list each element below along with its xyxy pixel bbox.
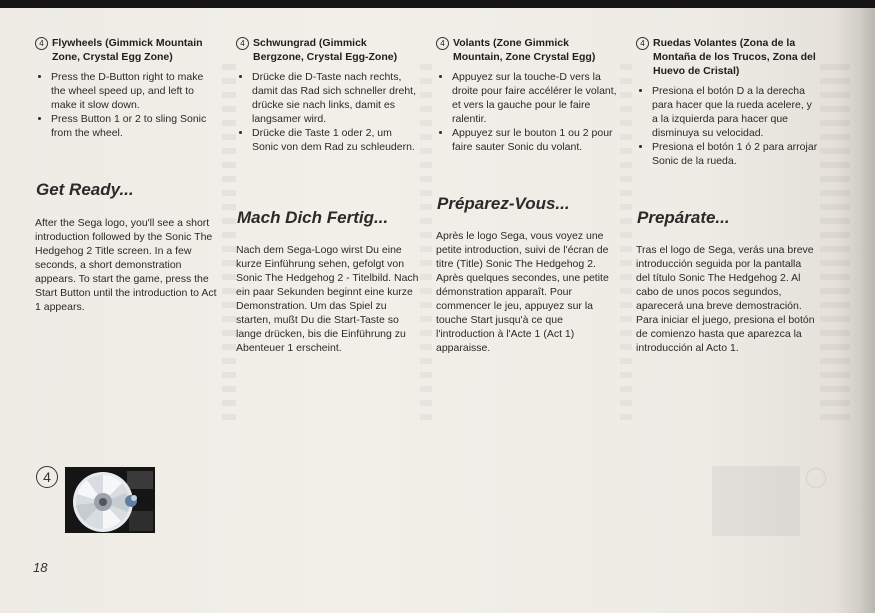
bullet-item: • Presiona el botón 1 ó 2 para arrojar Sonic de la rueda.: [652, 140, 818, 168]
flywheel-screenshot: [65, 467, 155, 533]
bleed-through: [222, 60, 236, 420]
item-heading: [436, 36, 618, 64]
item-heading-text: Volants (Zone Gimmick Mountain, Zone Crystal Egg): [453, 37, 596, 63]
section-title: Get Ready...: [36, 180, 134, 199]
column-german: [236, 36, 418, 154]
item-heading: [35, 36, 217, 64]
column-french: [436, 36, 618, 154]
section-title: Préparez-Vous...: [437, 194, 570, 213]
section-paragraph: Tras el logo de Sega, verás una breve introducción seguida por la pantalla del título Sonic The Hedgehog 2. Al cabo de unos pocos segundos, aparecerá una breve demostración. Para iniciar el juego, presiona el botón de comienzo hasta que aparezca la introducción al Acto 1.: [636, 244, 815, 354]
bleed-through-image: [712, 466, 800, 536]
bullet-item: • Press the D-Button right to make the wheel speed up, and left to make it slow down.: [51, 70, 217, 112]
bullet-list: [35, 70, 217, 140]
page-curl-shadow: [835, 8, 875, 613]
figure-number: 4: [36, 466, 58, 488]
section-title: Mach Dich Fertig...: [237, 208, 389, 227]
flywheel-illustration: [65, 467, 155, 533]
item-heading-text: Schwungrad (Gimmick Bergzone, Crystal Egg-Zone): [253, 37, 398, 63]
item-number: 4: [35, 37, 48, 50]
bullet-list: [636, 84, 818, 168]
section-paragraph: Nach dem Sega-Logo wirst Du eine kurze Einführung sehen, gefolgt von Sonic The Hedgehog 2 - Titelbild. Nach ein paar Sekunden beginnt eine kurze Demonstration. Um das Spiel zu starten, mußt Du die Start-Taste so lange drücken, bis die Einführung zu Abenteuer 1 erscheint.: [236, 244, 419, 354]
bullet-item: • Drücke die D-Taste nach rechts, damit das Rad sich schneller dreht, drücke sie nach links, damit es langsamer wird.: [252, 70, 418, 126]
bullet-item: • Appuyez sur le bouton 1 ou 2 pour faire sauter Sonic du volant.: [452, 126, 618, 154]
page-number: 18: [33, 560, 48, 575]
bleed-through: [420, 60, 432, 420]
section-title: Prepárate...: [637, 208, 730, 227]
item-number: 4: [636, 37, 649, 50]
column-english: [35, 36, 217, 140]
bullet-item: • Press Button 1 or 2 to sling Sonic from the wheel.: [51, 112, 217, 140]
bullet-item: • Appuyez sur la touche-D vers la droite pour faire accélérer le volant, et vers la gauche pour le faire ralentir.: [452, 70, 618, 126]
column-spanish: [636, 36, 818, 168]
section-paragraph: After the Sega logo, you'll see a short introduction followed by the Sonic The Hedgehog 2 Title screen. In a few seconds, a short demonstration appears. To start the game, press the Start Button until the introduction to Act 1 appears.: [35, 217, 217, 313]
item-number: 4: [236, 37, 249, 50]
item-heading-text: Flywheels (Gimmick Mountain Zone, Crystal Egg Zone): [52, 37, 203, 63]
section-paragraph: Après le logo Sega, vous voyez une petite introduction, suivi de l'écran de titre (Title) Sonic The Hedgehog 2. Après quelques secondes, une petite démonstration apparaît. Pour commencer le jeu, appuyez sur la touche Start jusqu'à ce que l'introduction à l'Acte 1 (Act 1) apparaisse.: [436, 230, 609, 354]
bullet-item: • Drücke die Taste 1 oder 2, um Sonic von dem Rad zu schleudern.: [252, 126, 418, 154]
item-heading: [636, 36, 818, 78]
bullet-list: [236, 70, 418, 154]
item-number: 4: [436, 37, 449, 50]
item-heading-text: Ruedas Volantes (Zona de la Montaña de los Trucos, Zona del Huevo de Cristal): [653, 37, 816, 77]
top-edge: [0, 0, 875, 8]
bleed-through-number: [806, 468, 826, 488]
item-heading: [236, 36, 418, 64]
bullet-item: • Presiona el botón D a la derecha para hacer que la rueda acelere, y a la izquierda para hacer que disminuya su velocidad.: [652, 84, 818, 140]
bullet-list: [436, 70, 618, 154]
